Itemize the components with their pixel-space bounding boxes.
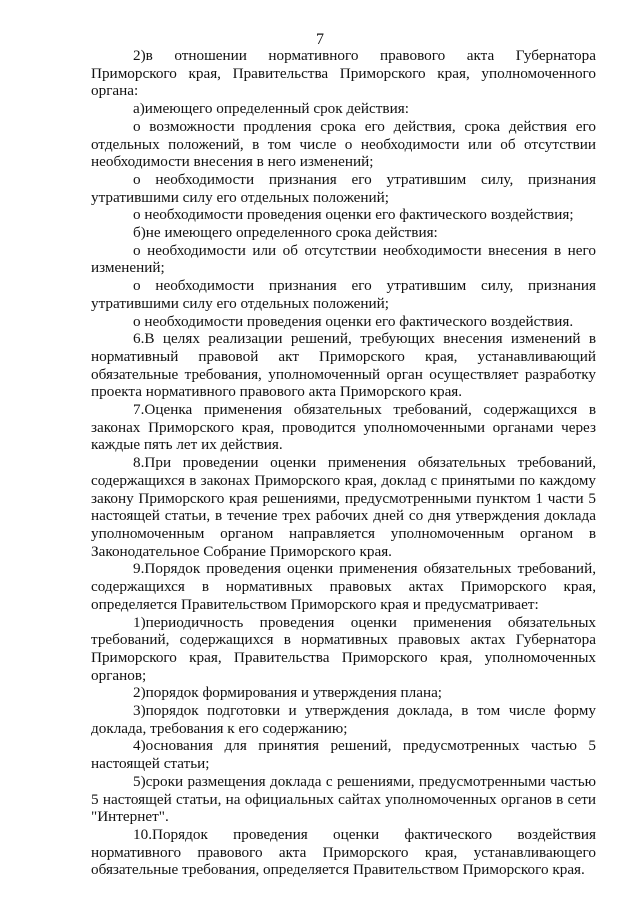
paragraph-9-item-2: 2)порядок формирования и утверждения плана; (133, 684, 443, 702)
paragraph-a-assessment: о необходимости проведения оценки его фактического воздействия; (133, 206, 574, 224)
paragraph-9-item-1: 1)периодичность проведения оценки применения обязательных требований, содержащихся в нормативных правовых актах Губернатора Приморского края, Правительства Приморского края, уполномоченных органов; (91, 613, 596, 684)
paragraph-b-repeal: о необходимости признания его утратившим силу, признания утратившими силу его отдельных положений; (91, 277, 596, 312)
paragraph-a-extension: о возможности продления срока его действия, срока действия его отдельных положений, в том числе о необходимости или об отсутствии необходимости внесения в него изменений; (91, 117, 596, 171)
paragraph-item-2: 2)в отношении нормативного правового акта Губернатора Приморского края, Правительства Приморского края, уполномоченного органа: (91, 47, 596, 100)
paragraph-9-item-5: 5)сроки размещения доклада с решениями, предусмотренными частью 5 настоящей статьи, на официальных сайтах уполномоченных органов в сети "Интернет". (91, 772, 596, 826)
paragraph-a-repeal: о необходимости признания его утратившим силу, признания утратившими силу его отдельных положений; (91, 170, 596, 206)
paragraph-subitem-a: а)имеющего определенный срок действия: (133, 100, 409, 118)
document-body (91, 47, 596, 879)
paragraph-9-item-3: 3)порядок подготовки и утверждения доклада, в том числе форму доклада, требования к его содержанию; (91, 702, 596, 737)
page-number: 7 (316, 31, 324, 48)
paragraph-6: 6.В целях реализации решений, требующих внесения изменений в нормативный правовой акт Приморского края, устанавливающий обязательные требования, уполномоченный орган осуществляет разработку проекта нормативного правового акта Приморского края. (91, 330, 596, 401)
paragraph-8: 8.При проведении оценки применения обязательных требований, содержащихся в законах Приморского края, доклад с принятыми по каждому закону Приморского края решениями, предусмотренными пунктом 1 части 5 настоящей статьи, в течение трех рабочих дней со дня утверждения доклада уполномоченным органом направляется уполномоченным органом в Законодательное Собрание Приморского края. (91, 454, 596, 560)
paragraph-9: 9.Порядок проведения оценки применения обязательных требований, содержащихся в нормативных правовых актах Приморского края, определяется Правительством Приморского края и предусматривает: (91, 560, 596, 613)
paragraph-10: 10.Порядок проведения оценки фактического воздействия нормативного правового акта Приморского края, устанавливающего обязательные требования, определяется Правительством Приморского края. (91, 825, 596, 879)
paragraph-b-assessment: о необходимости проведения оценки его фактического воздействия. (133, 312, 574, 330)
paragraph-subitem-b: б)не имеющего определенного срока действия: (133, 224, 438, 242)
paragraph-9-item-4: 4)основания для принятия решений, предусмотренных частью 5 настоящей статьи; (91, 737, 596, 773)
paragraph-7: 7.Оценка применения обязательных требований, содержащихся в законах Приморского края, проводится уполномоченными органами через каждые пять лет их действия. (91, 401, 596, 454)
paragraph-b-amendment: о необходимости или об отсутствии необходимости внесения в него изменений; (91, 241, 596, 277)
